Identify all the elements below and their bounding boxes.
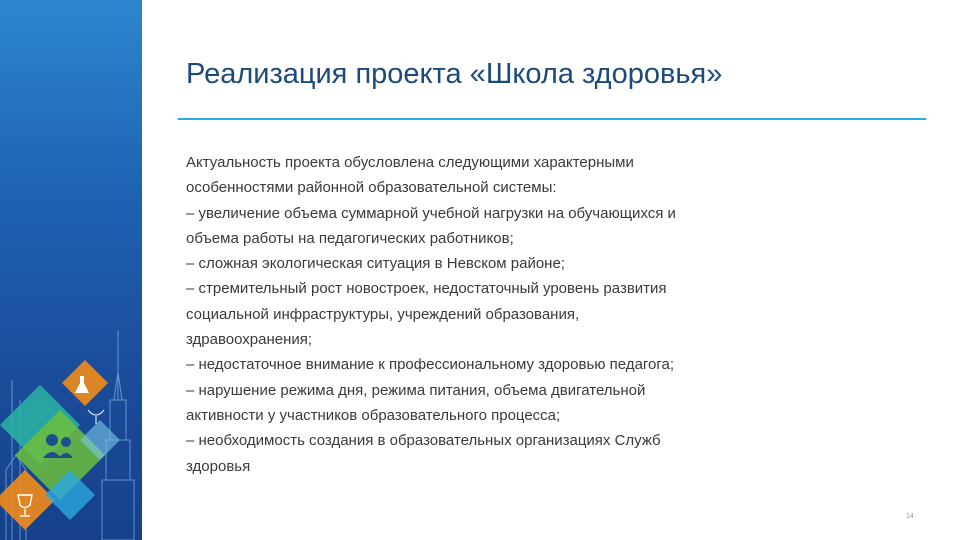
body-line: – стремительный рост новостроек, недостаточный уровень развития (186, 280, 667, 298)
body-line: объема работы на педагогических работников; (186, 229, 514, 247)
slide-title: Реализация проекта «Школа здоровья» (186, 58, 723, 90)
body-line: Актуальность проекта обусловлена следующими характерными (186, 154, 634, 171)
body-line: – увеличение объема суммарной учебной нагрузки на обучающихся и (186, 204, 676, 222)
body-line: особенностями районной образовательной системы: (186, 179, 557, 197)
body-line: – нарушение режима дня, режима питания, объема двигательной (186, 381, 646, 399)
decorative-sidebar (0, 0, 142, 540)
body-line: социальной инфраструктуры, учреждений образования, (186, 305, 580, 323)
body-line: – необходимость создания в образовательных организациях Служб (186, 432, 661, 450)
body-line: здравоохранения; (186, 331, 313, 349)
body-line: – сложная экологическая ситуация в Невском районе; (186, 255, 565, 273)
title-divider (178, 118, 926, 120)
body-line: активности у участников образовательного процесса; (186, 406, 561, 424)
page-number: 14 (906, 513, 914, 520)
body-line: – недостаточное внимание к профессиональному здоровью педагога; (186, 356, 675, 374)
sidebar-artwork (0, 0, 142, 540)
body-line: здоровья (186, 457, 251, 475)
slide-body (186, 150, 826, 479)
